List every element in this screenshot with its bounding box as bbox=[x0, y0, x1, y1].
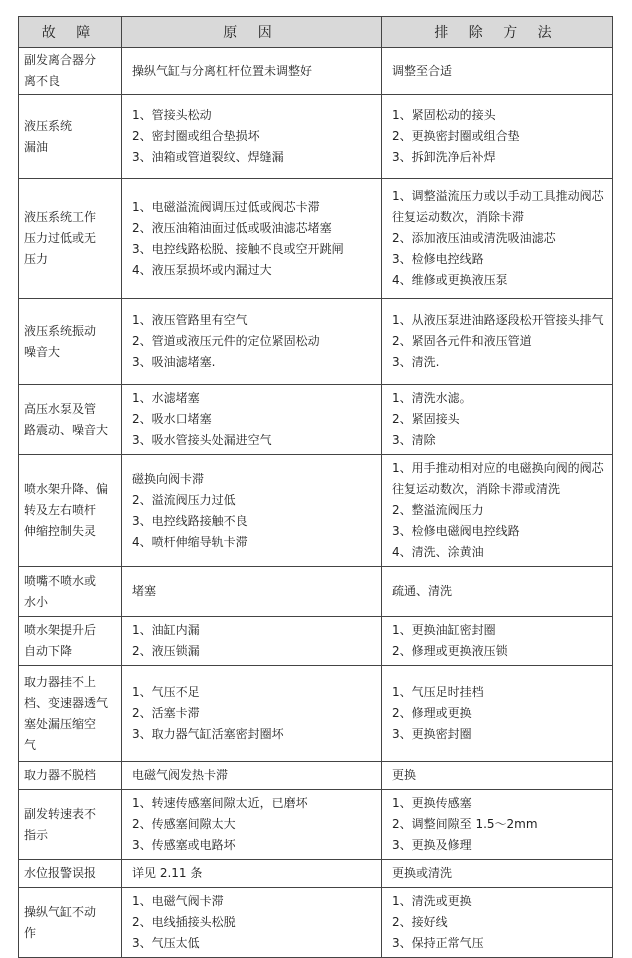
table-row bbox=[19, 385, 613, 455]
fix-cell bbox=[382, 617, 613, 666]
table-row bbox=[19, 666, 613, 762]
cause-line: 磁换向阀卡滞 bbox=[132, 471, 205, 486]
fault-cell bbox=[19, 860, 122, 888]
fix-cell bbox=[382, 860, 613, 888]
fault-cell bbox=[19, 385, 122, 455]
cause-cell bbox=[122, 567, 382, 617]
cause-line: 1、电磁气阀卡滞 bbox=[132, 894, 224, 908]
fix-line: 1、调整溢流压力或以手动工具推动阀芯往复运动数次，消除卡滞 bbox=[392, 189, 604, 224]
cause-line: 4、喷杆伸缩导轨卡滞 bbox=[132, 534, 248, 549]
table-row bbox=[19, 860, 613, 888]
cause-line: 1、气压不足 bbox=[132, 685, 200, 699]
fix-cell bbox=[382, 762, 613, 790]
fix-cell bbox=[382, 567, 613, 617]
table-row bbox=[19, 48, 613, 95]
cause-line: 操纵气缸与分离杠杆位置未调整好 bbox=[132, 63, 313, 78]
header-fix: 排 除 方 法 bbox=[382, 17, 613, 48]
fix-line: 2、调整间隙至 1.5～2mm bbox=[392, 817, 538, 831]
cause-line: 堵塞 bbox=[132, 584, 157, 598]
table-body bbox=[19, 48, 613, 958]
fault-line: 档、变速器透气 bbox=[24, 695, 109, 710]
fix-line: 调整至合适 bbox=[392, 63, 453, 78]
fault-line: 气 bbox=[24, 737, 37, 752]
fix-line: 2、添加液压油或清洗吸油滤芯 bbox=[392, 231, 556, 245]
fix-cell bbox=[382, 179, 613, 299]
cause-line: 2、液压油箱油面过低或吸油滤芯堵塞 bbox=[132, 220, 332, 235]
fix-line: 4、维修或更换液压泵 bbox=[392, 273, 508, 287]
fault-cell bbox=[19, 48, 122, 95]
fault-line: 塞处漏压缩空 bbox=[24, 716, 97, 731]
table-row bbox=[19, 455, 613, 567]
cause-line: 2、电线插接头松脱 bbox=[132, 915, 236, 929]
fix-cell bbox=[382, 888, 613, 958]
cause-cell bbox=[122, 48, 382, 95]
fault-line: 噪音大 bbox=[24, 344, 61, 359]
fault-line: 高压水泵及管 bbox=[24, 401, 97, 416]
fault-cell bbox=[19, 455, 122, 567]
fault-line: 离不良 bbox=[24, 74, 61, 88]
cause-line: 3、吸油滤堵塞. bbox=[132, 355, 216, 369]
cause-line: 3、取力器气缸活塞密封圈坏 bbox=[132, 727, 284, 741]
fault-line: 伸缩控制失灵 bbox=[24, 524, 97, 538]
cause-line: 3、吸水管接头处漏进空气 bbox=[132, 433, 272, 447]
fault-line: 水位报警误报 bbox=[24, 866, 97, 880]
fix-line: 3、检修电控线路 bbox=[392, 252, 484, 266]
fault-line: 液压系统振动 bbox=[24, 323, 97, 338]
fix-line: 2、修理或更换液压锁 bbox=[392, 644, 508, 658]
cause-line: 2、活塞卡滞 bbox=[132, 706, 200, 720]
fault-line: 副发转速表不 bbox=[24, 806, 97, 821]
fault-line: 漏油 bbox=[24, 139, 49, 154]
fix-line: 1、紧固松动的接头 bbox=[392, 108, 496, 122]
fault-line: 喷水架升降、偏 bbox=[24, 482, 109, 496]
fault-line: 压力过低或无 bbox=[24, 231, 97, 245]
header-row bbox=[19, 17, 613, 48]
fix-line: 2、接好线 bbox=[392, 915, 448, 929]
fix-line: 3、拆卸洗净后补焊 bbox=[392, 150, 496, 164]
fault-line: 取力器不脱档 bbox=[24, 768, 97, 782]
fix-line: 1、更换油缸密封圈 bbox=[392, 623, 496, 637]
fix-line: 1、清洗水滤。 bbox=[392, 391, 472, 405]
fault-cell bbox=[19, 95, 122, 179]
fault-table bbox=[18, 16, 613, 958]
fix-cell bbox=[382, 48, 613, 95]
fix-line: 1、气压足时挂档 bbox=[392, 685, 484, 699]
fix-line: 2、紧固接头 bbox=[392, 412, 460, 426]
cause-line: 2、吸水口堵塞 bbox=[132, 412, 212, 426]
fault-cell bbox=[19, 179, 122, 299]
cause-cell bbox=[122, 95, 382, 179]
fault-line: 水小 bbox=[24, 594, 49, 609]
fault-line: 液压系统 bbox=[24, 118, 73, 133]
cause-line: 2、传感塞间隙太大 bbox=[132, 817, 236, 831]
cause-cell bbox=[122, 666, 382, 762]
cause-line: 详见 2.11 条 bbox=[132, 866, 203, 880]
fix-cell bbox=[382, 385, 613, 455]
cause-line: 3、电控线路松脱、接触不良或空开跳闸 bbox=[132, 241, 344, 256]
cause-cell bbox=[122, 860, 382, 888]
fault-line: 自动下降 bbox=[24, 644, 73, 658]
fix-cell bbox=[382, 666, 613, 762]
table-header bbox=[19, 17, 613, 48]
fault-cell bbox=[19, 762, 122, 790]
fault-cell bbox=[19, 888, 122, 958]
fault-line: 压力 bbox=[24, 252, 49, 266]
fix-line: 4、清洗、涂黄油 bbox=[392, 545, 484, 559]
fix-cell bbox=[382, 95, 613, 179]
table-row bbox=[19, 299, 613, 385]
cause-line: 1、管接头松动 bbox=[132, 108, 212, 122]
fault-cell bbox=[19, 790, 122, 860]
fault-cell bbox=[19, 299, 122, 385]
fault-line: 喷嘴不喷水或 bbox=[24, 573, 97, 588]
table-row bbox=[19, 179, 613, 299]
cause-line: 1、转速传感塞间隙太近，已磨坏 bbox=[132, 796, 308, 810]
fix-cell bbox=[382, 790, 613, 860]
cause-line: 1、液压管路里有空气 bbox=[132, 313, 248, 327]
table-row bbox=[19, 888, 613, 958]
header-cause: 原 因 bbox=[122, 17, 382, 48]
fix-line: 3、保持正常气压 bbox=[392, 936, 484, 950]
cause-cell bbox=[122, 762, 382, 790]
fault-line: 指示 bbox=[24, 827, 49, 842]
fix-line: 3、清除 bbox=[392, 433, 436, 447]
fix-line: 更换或清洗 bbox=[392, 866, 453, 880]
cause-line: 3、气压太低 bbox=[132, 936, 200, 950]
fault-cell bbox=[19, 666, 122, 762]
fault-line: 操纵气缸不动 bbox=[24, 904, 97, 919]
cause-line: 2、密封圈或组合垫损坏 bbox=[132, 129, 260, 143]
fault-line: 液压系统工作 bbox=[24, 210, 97, 224]
cause-cell bbox=[122, 299, 382, 385]
cause-line: 4、液压泵损坏或内漏过大 bbox=[132, 262, 272, 277]
fix-line: 2、紧固各元件和液压管道 bbox=[392, 334, 532, 348]
fix-line: 2、整溢流阀压力 bbox=[392, 503, 484, 517]
table-row bbox=[19, 762, 613, 790]
cause-line: 3、油箱或管道裂纹、焊缝漏 bbox=[132, 150, 284, 164]
table-row bbox=[19, 790, 613, 860]
fix-cell bbox=[382, 455, 613, 567]
table-row bbox=[19, 567, 613, 617]
fault-line: 喷水架提升后 bbox=[24, 623, 97, 637]
table-row bbox=[19, 95, 613, 179]
cause-line: 2、管道或液压元件的定位紧固松动 bbox=[132, 334, 320, 348]
cause-cell bbox=[122, 888, 382, 958]
table-row bbox=[19, 617, 613, 666]
cause-cell bbox=[122, 455, 382, 567]
fault-line: 作 bbox=[24, 925, 37, 940]
fault-cell bbox=[19, 567, 122, 617]
cause-line: 3、传感塞或电路坏 bbox=[132, 838, 236, 852]
fix-line: 2、修理或更换 bbox=[392, 706, 472, 720]
cause-line: 电磁气阀发热卡滞 bbox=[132, 768, 229, 782]
cause-line: 1、电磁溢流阀调压过低或阀芯卡滞 bbox=[132, 199, 320, 214]
fix-line: 1、清洗或更换 bbox=[392, 894, 472, 908]
cause-cell bbox=[122, 179, 382, 299]
fix-line: 2、更换密封圈或组合垫 bbox=[392, 129, 520, 143]
fix-line: 更换 bbox=[392, 768, 417, 782]
cause-cell bbox=[122, 790, 382, 860]
fix-line: 1、用手推动相对应的电磁换向阀的阀芯往复运动数次，消除卡滞或清洗 bbox=[392, 461, 604, 496]
fix-line: 3、更换及修理 bbox=[392, 838, 472, 852]
fix-line: 3、清洗. bbox=[392, 355, 440, 369]
fix-cell bbox=[382, 299, 613, 385]
header-fault: 故 障 bbox=[19, 17, 122, 48]
fix-line: 3、检修电磁阀电控线路 bbox=[392, 524, 520, 538]
fault-line: 取力器挂不上 bbox=[24, 674, 97, 689]
fix-line: 3、更换密封圈 bbox=[392, 727, 472, 741]
fault-line: 副发离合器分 bbox=[24, 53, 97, 67]
fix-line: 疏通、清洗 bbox=[392, 584, 453, 598]
cause-line: 2、溢流阀压力过低 bbox=[132, 492, 236, 507]
cause-line: 1、水滤堵塞 bbox=[132, 391, 200, 405]
cause-line: 2、液压锁漏 bbox=[132, 644, 200, 658]
cause-line: 1、油缸内漏 bbox=[132, 623, 200, 637]
fault-cell bbox=[19, 617, 122, 666]
fix-line: 1、更换传感塞 bbox=[392, 796, 472, 810]
fault-line: 转及左右喷杆 bbox=[24, 503, 97, 517]
cause-line: 3、电控线路接触不良 bbox=[132, 513, 248, 528]
cause-cell bbox=[122, 385, 382, 455]
fix-line: 1、从液压泵进油路逐段松开管接头排气 bbox=[392, 313, 604, 327]
cause-cell bbox=[122, 617, 382, 666]
fault-line: 路震动、噪音大 bbox=[24, 422, 109, 437]
